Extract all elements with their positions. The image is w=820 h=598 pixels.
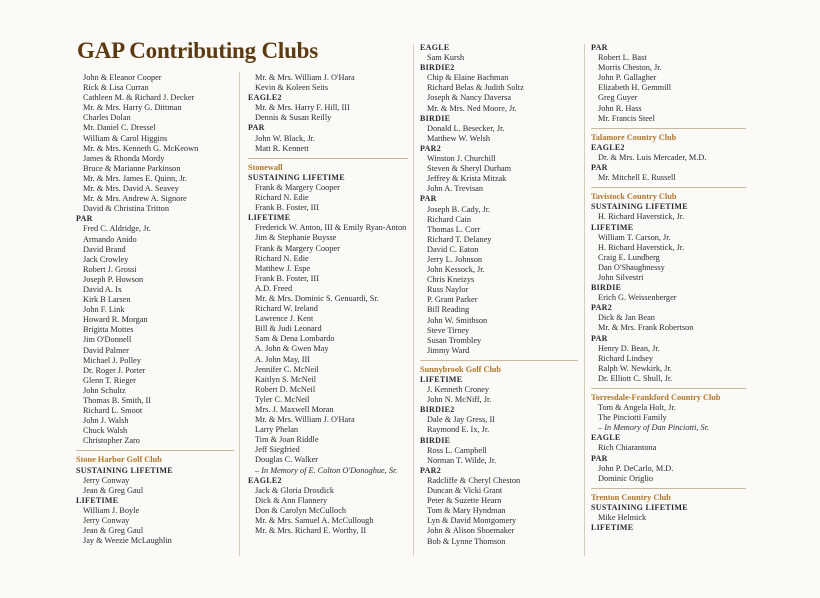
donor-name: Armando Anido [83,234,137,244]
donor-name: Fred C. Aldridge, Jr. [83,224,151,234]
donor-name: Donald L. Besecker, Jr. [427,123,505,133]
donor-name: Dominic Origlio [598,473,654,483]
donor-name: Mr. & Mrs. Kenneth G. McKeown [83,143,199,153]
donor-name: John P. Gallagher [598,73,657,83]
donor-name: Jerry Conway [83,516,130,526]
giving-level-heading: SUSTAINING LIFETIME [248,172,345,182]
donor-name: Mike Helmick [598,513,647,523]
donor-name: John R. Hass [598,103,642,113]
giving-level-heading: PAR [591,453,608,463]
donor-name: Mrs. J. Maxwell Moran [255,405,334,414]
donor-name: Mr. & Mrs. David A. Seavey [83,184,179,194]
club-heading: Talamore Country Club [591,132,677,142]
donor-name: Tim & Joan Riddle [255,435,319,445]
column-divider [584,44,585,556]
donor-name: Henry D. Bean, Jr. [598,343,660,353]
donor-name: Thomas L. Corr [427,224,481,234]
donor-name: Glenn T. Rieger [83,375,136,385]
giving-level-heading: PAR [591,333,608,343]
donor-name: Mr. & Mrs. Richard E. Worthy, II [255,526,367,536]
donor-name: Elizabeth H. Gemmill [598,83,672,93]
donor-name: Bill & Judi Leonard [255,324,322,334]
donor-name: Brigitta Mottes [83,325,134,335]
section-divider [76,450,234,451]
donor-name: Howard R. Morgan [83,315,148,325]
donor-name: Bob & Lynne Thomson [427,536,506,546]
donor-name: Kaitlyn S. McNeil [255,374,317,384]
giving-level-heading: LIFETIME [76,495,119,505]
giving-level-heading: EAGLE2 [591,142,625,152]
giving-level-heading: PAR2 [420,143,442,153]
donor-name: Chuck Walsh [83,426,128,436]
donor-name: Winston J. Churchill [427,154,496,164]
donor-name: Mr. & Mrs. Dominic S. Genuardi, Sr. [255,293,379,303]
donor-name: A.D. Freed [255,283,293,293]
donor-name: Jack Crowley [83,254,129,264]
donor-name: Dan O'Shaughnessy [598,262,665,272]
donor-name: Michael J. Polley [83,355,141,365]
donor-name: Richard T. Delaney [427,234,492,244]
giving-level-heading: EAGLE2 [248,93,282,103]
donor-name: Tom & Mary Hyndman [427,506,506,516]
donor-name: David Brand [83,244,126,254]
donor-name: Dr. Roger J. Porter [83,365,146,375]
donor-name: Kirk B Larsen [83,295,131,305]
donor-name: Mr. & Mrs. William J. O'Hara [255,415,355,425]
memorial-note: – In Memory of Dan Pinciotti, Sr. [598,423,710,433]
giving-level-heading: EAGLE [420,43,450,52]
donor-name: Mr. & Mrs. Ned Moore, Jr. [427,103,517,113]
donor-name: David & Christina Tritton [83,204,169,214]
club-heading: Trenton Country Club [591,492,671,502]
donor-name: Ross L. Campbell [427,445,487,455]
donor-name: Robert D. McNeil [255,384,316,394]
donor-name: John & Eleanor Cooper [83,73,162,82]
donor-name: John & Alison Shoemaker [427,526,515,536]
donor-name: Chip & Elaine Bachman [427,73,509,83]
donor-name: Chris Kneizys [427,275,475,285]
donor-name: Dr. Elliott C. Shull, Jr. [598,373,673,383]
donor-name: Mr. & Mrs. Frank Robertson [598,323,694,333]
donor-name: Jean & Greg Gaul [83,526,144,536]
donor-name: Sam & Dena Lombardo [255,334,335,344]
donor-name: William & Carol Higgins [83,133,168,143]
donor-name: Craig E. Lundberg [598,252,660,262]
giving-level-heading: BIRDIE2 [420,405,455,415]
donor-name: Tom & Angela Holt, Jr. [598,403,676,413]
donor-name: William J. Boyle [83,505,140,515]
donor-name: Mr. Mitchell E. Russell [598,173,676,183]
donor-name: Lyn & David Montgomery [427,516,517,526]
donor-name: Douglas C. Walker [255,455,319,465]
column-3 [420,43,578,547]
donor-name: Richard N. Edie [255,253,309,263]
donor-name: Morris Cheston, Jr. [598,63,662,73]
donor-name: Lawrence J. Kent [255,314,314,324]
club-heading: Stonewall [248,162,283,172]
donor-name: John Schultz [83,385,126,395]
donor-name: Frank B. Foster, III [255,203,319,213]
donor-name: Bill Reading [427,305,470,315]
donor-name: Tyler C. McNeil [255,394,310,404]
donor-name: Erich G. Weissenberger [598,293,677,303]
donor-name: Jeffrey & Krista Mitzak [427,174,507,184]
donor-name: Jerry L. Johnson [427,254,483,264]
donor-name: Frank & Margery Cooper [255,243,340,253]
donor-name: John Silvestri [598,272,644,282]
giving-level-heading: LIFETIME [248,213,291,223]
giving-level-heading: SUSTAINING LIFETIME [591,202,688,212]
donor-name: A. John & Gwen May [255,344,329,354]
donor-name: Jennifer C. McNeil [255,364,319,374]
column-1 [76,73,234,546]
donor-name: Frank & Margery Cooper [255,182,340,192]
donor-name: Joseph P. Howson [83,274,144,284]
column-divider [239,72,240,556]
donor-name: Rich Chiarantona [598,443,657,453]
donor-name: Frank B. Foster, III [255,273,319,283]
donor-name: John N. McNiff, Jr. [427,395,492,405]
donor-name: Susan Trombley [427,335,482,345]
section-divider [420,360,578,361]
giving-level-heading: LIFETIME [420,375,463,384]
donor-name: Richard L. Smoot [83,406,143,416]
giving-level-heading: BIRDIE [591,283,622,293]
donor-name: A. John May, III [255,354,310,364]
giving-level-heading: PAR2 [591,303,613,313]
donor-name: Jack & Gloria Drosdick [255,485,335,495]
giving-level-heading: SUSTAINING LIFETIME [76,465,173,475]
section-divider [591,187,746,188]
donor-name: David Palmer [83,345,129,355]
giving-level-heading: PAR [420,194,437,204]
giving-level-heading: PAR [76,214,93,224]
column-2 [248,73,408,536]
donor-name: Joseph B. Cady, Jr. [427,204,491,214]
giving-level-heading: BIRDIE2 [420,63,455,73]
page-title: GAP Contributing Clubs [77,38,318,63]
donor-name: Jay & Weezie McLaughlin [83,536,172,546]
donor-name: John W. Smithson [427,315,488,325]
giving-level-heading: PAR [591,163,608,173]
donor-name: Jim O'Donnell [83,335,132,345]
donor-name: Raymond E. Ix, Jr. [427,425,490,435]
donor-name: Richard Belas & Judith Soltz [427,83,524,93]
giving-level-heading: EAGLE [591,433,621,443]
donor-name: H. Richard Haverstick, Jr. [598,212,685,222]
donor-name: Christopher Zaro [83,436,140,446]
donor-name: Mr. & Mrs. James E. Quinn, Jr. [83,173,187,183]
donor-name: Bruce & Marianne Parkinson [83,163,181,173]
giving-level-heading: PAR2 [420,465,442,475]
column-divider [413,44,414,556]
donor-name: Dr. & Mrs. Luis Mercader, M.D. [598,152,707,162]
donor-name: Matt R. Kennett [255,143,309,153]
donor-name: Richard Cain [427,214,472,224]
giving-level-heading: SUSTAINING LIFETIME [591,502,688,512]
donor-name: Jerry Conway [83,475,130,485]
donor-name: Jean & Greg Gaul [83,485,144,495]
donor-name: Don & Carolyn McCulloch [255,505,347,515]
donor-name: Dick & Jan Bean [598,313,655,323]
donor-name: J. Kenneth Croney [427,385,489,395]
donor-name: Mr. & Mrs. Andrew A. Signore [83,194,187,204]
donor-name: Mr. Francis Steel [598,113,655,123]
donor-name: Mr. & Mrs. Harry G. Dittman [83,103,182,113]
giving-level-heading: BIRDIE [420,113,451,123]
donor-name: Mr. & Mrs. William J. O'Hara [255,73,355,82]
donor-name: Richard W. Ireland [255,304,318,314]
donor-name: William T. Carson, Jr. [598,232,671,242]
donor-name: Richard N. Edie [255,193,309,203]
donor-name: Thomas B. Smith, II [83,396,151,405]
donor-name: H. Richard Haverstick, Jr. [598,242,685,252]
donor-name: Mr. & Mrs. Samuel A. McCullough [255,516,374,526]
club-heading: Sunnybrook Golf Club [420,364,502,374]
giving-level-heading: EAGLE2 [248,475,282,485]
donor-name: Dick & Ann Flannery [255,495,328,505]
donor-name: David A. Ix [83,284,122,294]
club-heading: Stone Harbor Golf Club [76,455,162,465]
donor-name: Rick & Lisa Curran [83,83,149,93]
donor-name: Russ Naylor [427,285,469,295]
donor-name: John J. Walsh [83,416,129,426]
donor-name: Robert J. Grossi [83,264,137,274]
donor-name: Dennis & Susan Reilly [255,113,332,123]
donor-name: Jim & Stephanie Buysse [255,233,337,243]
giving-level-heading: LIFETIME [591,222,634,232]
giving-level-heading: PAR [248,123,265,133]
donor-name: Steven & Sheryl Durham [427,164,512,174]
donor-name: Frederick W. Anton, III & Emily Ryan-Anton [255,223,407,233]
giving-level-heading: BIRDIE [420,435,451,445]
donor-name: Larry Phelan [255,425,299,435]
donor-name: Jeff Siegfried [255,445,300,455]
donor-name: Steve Tirney [427,325,470,335]
donor-name: Peter & Suzette Hearn [427,496,502,506]
donor-name: Radcliffe & Cheryl Cheston [427,475,521,485]
club-heading: Torresdale-Frankford Country Club [591,393,721,402]
donor-name: Matthew W. Welsh [427,133,491,143]
donor-name: Robert L. Bast [598,53,647,63]
giving-level-heading: PAR [591,43,608,52]
donor-name: Mr. Daniel C. Dressel [83,123,156,133]
donor-name: Jimmy Ward [427,345,470,355]
donor-name: John F. Link [83,305,125,315]
donor-name: Greg Guyer [598,93,638,103]
section-divider [248,158,408,159]
donor-name: Matthew J. Espe [255,263,311,273]
section-divider [591,388,746,389]
donor-name: The Pinciotti Family [598,413,667,423]
donor-name: Norman T. Wilde, Jr. [427,455,497,465]
section-divider [591,488,746,489]
donor-name: Duncan & Vicki Grant [427,486,503,496]
memorial-note: – In Memory of E. Colton O'Donoghue, Sr. [255,465,398,475]
donor-name: Richard Lindsey [598,353,654,363]
donor-name: Dale & Jay Gress, II [427,415,495,425]
column-4 [591,43,746,533]
donor-name: John P. DeCarlo, M.D. [598,463,674,473]
donor-name: John A. Trevisan [427,184,484,194]
donor-name: Charles Dolan [83,113,131,123]
donor-name: James & Rhonda Mordy [83,153,165,163]
donor-name: John Kessock, Jr. [427,265,485,275]
donor-name: Kevin & Koleen Seits [255,83,329,93]
section-divider [591,128,746,129]
donor-name: Joseph & Nancy Daversa [427,93,512,103]
giving-level-heading: LIFETIME [591,523,634,533]
club-heading: Tavistock Country Club [591,192,677,202]
donor-name: Cathleen M. & Richard J. Decker [83,93,195,103]
donor-name: Sam Kursh [427,53,465,63]
donor-name: Mr. & Mrs. Harry F. Hill, III [255,103,350,113]
donor-name: John W. Black, Jr. [255,133,315,143]
donor-name: P. Grant Parker [427,295,478,305]
donor-name: Ralph W. Newkirk, Jr. [598,363,672,373]
donor-name: David C. Eaton [427,244,479,254]
